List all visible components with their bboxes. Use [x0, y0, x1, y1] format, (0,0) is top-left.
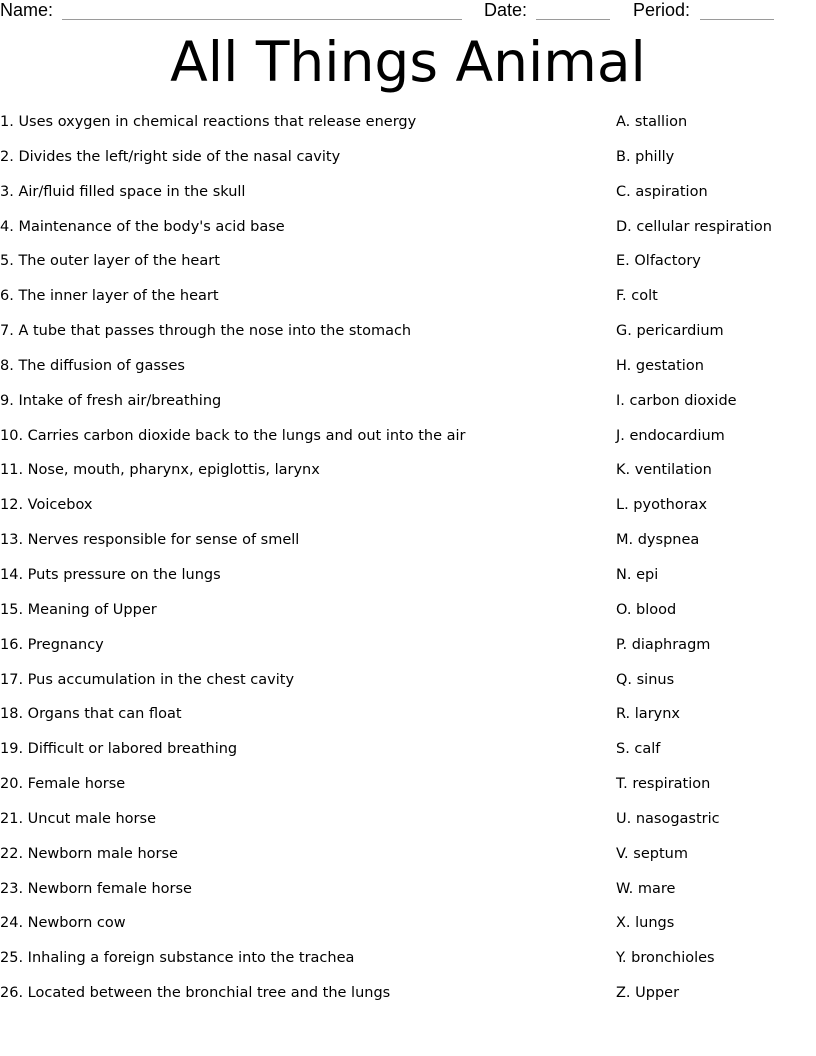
clue-item: 24. Newborn cow — [0, 915, 126, 932]
answer-item: N. epi — [616, 566, 659, 583]
clue-item: 18. Organs that can float — [0, 706, 182, 723]
answer-item: V. septum — [616, 845, 688, 862]
answer-item: I. carbon dioxide — [616, 392, 737, 409]
answer-item: B. philly — [616, 148, 675, 165]
clue-item: 7. A tube that passes through the nose into the stomach — [0, 323, 412, 340]
answer-item: Y. bronchioles — [616, 950, 715, 967]
date-input-line[interactable] — [536, 19, 610, 20]
clue-item: 21. Uncut male horse — [0, 810, 156, 827]
answer-item: L. pyothorax — [616, 497, 708, 514]
answer-item: C. aspiration — [616, 183, 708, 200]
clue-item: 2. Divides the left/right side of the nasal cavity — [0, 148, 341, 165]
answer-item: F. colt — [616, 288, 658, 305]
clue-item: 13. Nerves responsible for sense of smell — [0, 532, 300, 549]
clue-item: 12. Voicebox — [0, 497, 93, 514]
answer-item: A. stallion — [616, 114, 688, 130]
answer-item: J. endocardium — [616, 427, 725, 444]
answer-item: X. lungs — [616, 915, 675, 932]
clue-item: 10. Carries carbon dioxide back to the lungs and out into the air — [0, 427, 466, 444]
answer-item: M. dyspnea — [616, 532, 700, 549]
answer-item: Z. Upper — [616, 985, 680, 1002]
clue-item: 22. Newborn male horse — [0, 845, 178, 862]
clue-item: 1. Uses oxygen in chemical reactions that release energy — [0, 114, 417, 130]
page-title: All Things Animal — [170, 30, 646, 94]
clue-item: 14. Puts pressure on the lungs — [0, 566, 221, 583]
clue-item: 16. Pregnancy — [0, 636, 104, 653]
answer-item: G. pericardium — [616, 323, 724, 340]
clue-item: 20. Female horse — [0, 776, 126, 793]
clue-item: 25. Inhaling a foreign substance into the trachea — [0, 950, 355, 967]
clue-list — [0, 112, 600, 1018]
name-input-line[interactable] — [62, 19, 462, 20]
worksheet-header — [0, 0, 816, 24]
answer-list — [616, 112, 816, 1018]
answer-item: R. larynx — [616, 706, 681, 723]
clue-item: 9. Intake of fresh air/breathing — [0, 392, 222, 409]
clue-item: 4. Maintenance of the body's acid base — [0, 218, 285, 235]
answer-item: Q. sinus — [616, 671, 675, 688]
date-label: Date: — [484, 0, 528, 20]
clue-item: 3. Air/fluid filled space in the skull — [0, 183, 246, 200]
answer-item: K. ventilation — [616, 462, 712, 479]
clue-item: 15. Meaning of Upper — [0, 601, 157, 618]
clue-item: 23. Newborn female horse — [0, 880, 192, 897]
answer-item: U. nasogastric — [616, 810, 720, 827]
clue-item: 26. Located between the bronchial tree and the lungs — [0, 985, 391, 1002]
clue-item: 5. The outer layer of the heart — [0, 253, 220, 270]
answer-item: H. gestation — [616, 357, 704, 374]
name-label: Name: — [0, 0, 54, 20]
clue-item: 17. Pus accumulation in the chest cavity — [0, 671, 295, 688]
clue-item: 19. Difficult or labored breathing — [0, 741, 238, 758]
answer-item: T. respiration — [616, 776, 711, 793]
answer-item: W. mare — [616, 880, 676, 897]
clue-item: 11. Nose, mouth, pharynx, epiglottis, larynx — [0, 462, 320, 479]
answer-item: D. cellular respiration — [616, 218, 772, 235]
answer-item: P. diaphragm — [616, 636, 711, 653]
answer-item: S. calf — [616, 741, 661, 758]
clue-item: 8. The diffusion of gasses — [0, 357, 185, 374]
answer-item: E. Olfactory — [616, 253, 701, 270]
answer-item: O. blood — [616, 601, 677, 618]
clue-item: 6. The inner layer of the heart — [0, 288, 219, 305]
period-input-line[interactable] — [700, 19, 774, 20]
period-label: Period: — [633, 0, 691, 20]
